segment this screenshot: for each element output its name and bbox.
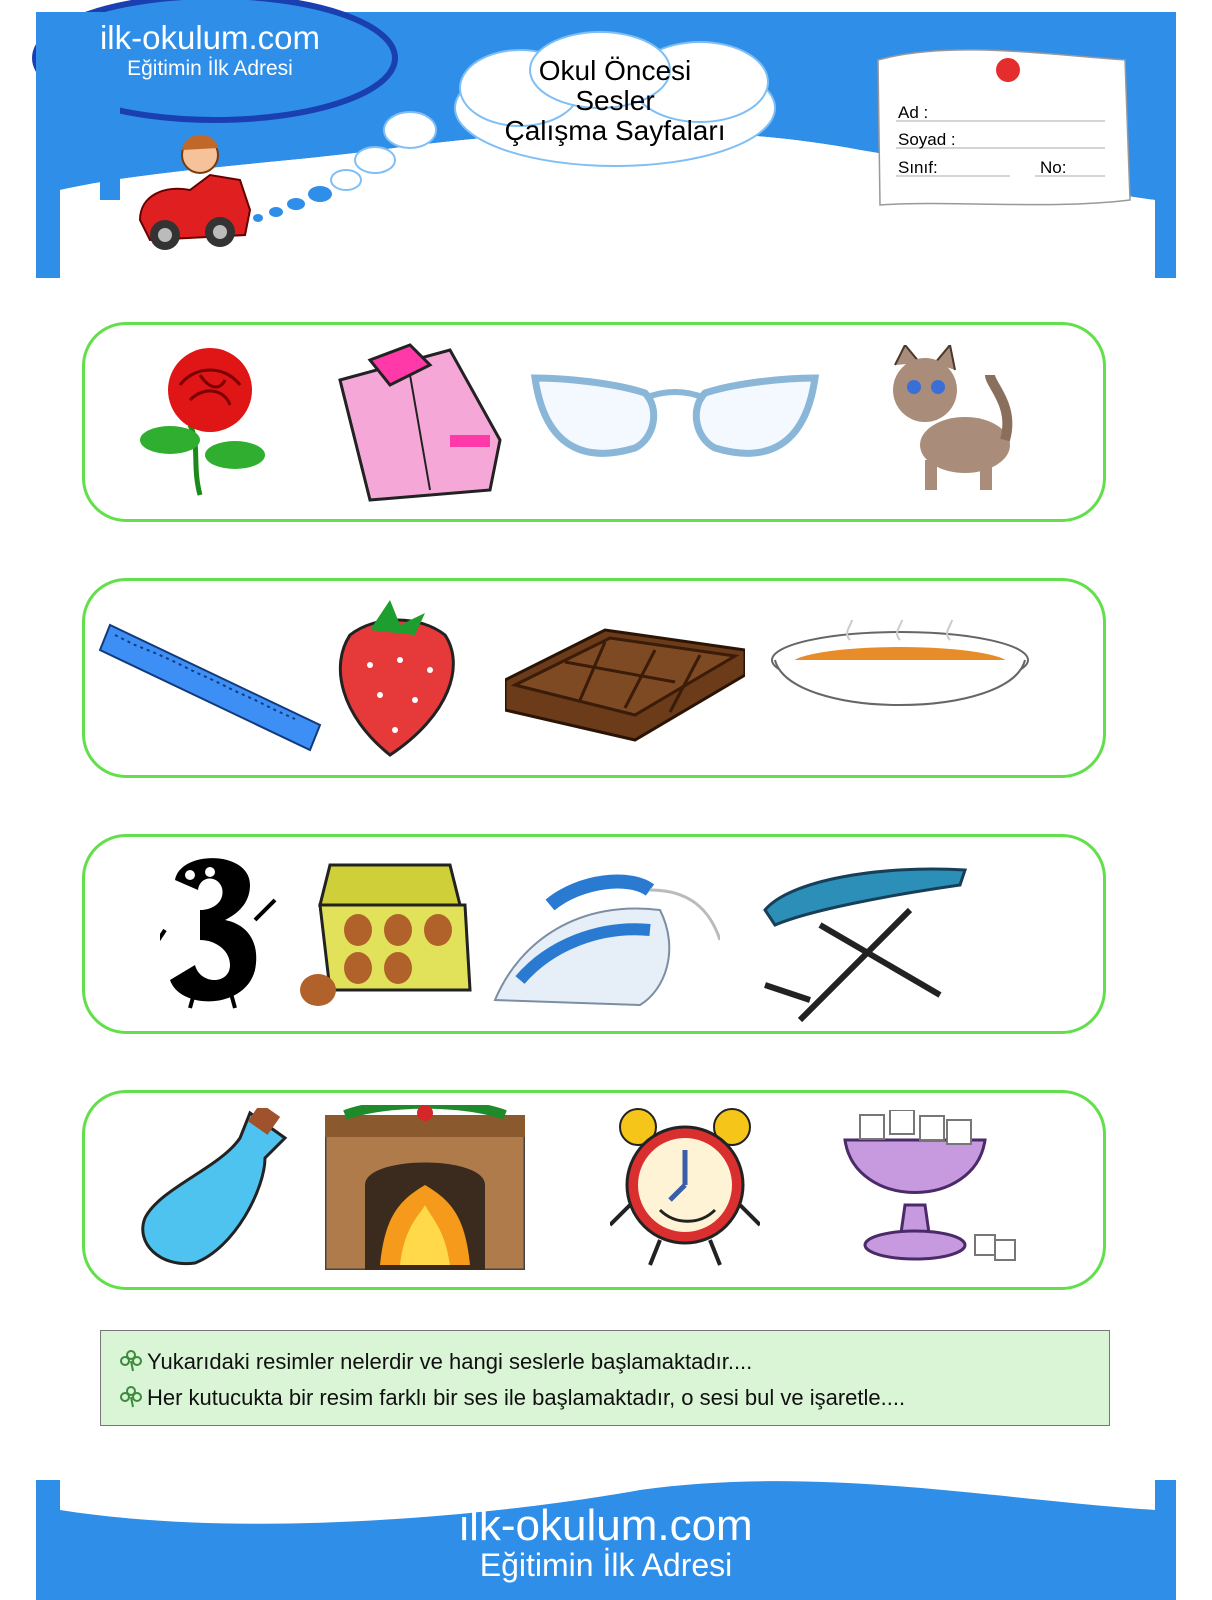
instruction-line-1: Yukarıdaki resimler nelerdir ve hangi seslerle başlamaktadır.... <box>119 1349 752 1375</box>
page-title: Okul Öncesi Sesler Çalışma Sayfaları <box>504 55 726 146</box>
rose-icon[interactable] <box>130 345 290 500</box>
name-field-label: Ad : <box>898 103 929 122</box>
number-three-icon[interactable] <box>160 850 290 1010</box>
strawberry-icon[interactable] <box>330 595 465 760</box>
instructions-panel <box>100 1330 1110 1426</box>
bottle-icon[interactable] <box>140 1108 290 1268</box>
clover-bullet-icon <box>119 1349 143 1373</box>
number-field-label: No: <box>1040 158 1067 177</box>
soup-icon[interactable] <box>770 620 1030 730</box>
pushpin-icon <box>996 58 1020 82</box>
instruction-line-2: Her kutucukta bir resim farklı bir ses ile başlamaktadır, o sesi bul ve işaretle.... <box>119 1385 905 1411</box>
iron-icon[interactable] <box>490 860 720 1015</box>
ruler-icon[interactable] <box>95 615 325 760</box>
footer-site-name[interactable]: ilk-okulum.com <box>459 1501 753 1550</box>
shirt-icon[interactable] <box>330 340 510 505</box>
site-name[interactable]: ilk-okulum.com <box>99 19 321 56</box>
ironing-board-icon[interactable] <box>760 855 970 1025</box>
class-field-label: Sınıf: <box>898 158 938 177</box>
cat-icon[interactable] <box>880 345 1020 495</box>
glasses-icon[interactable] <box>525 368 825 468</box>
chocolate-icon[interactable] <box>505 620 745 745</box>
site-slogan: Eğitimin İlk Adresi <box>127 57 293 80</box>
alarm-clock-icon[interactable] <box>610 1105 760 1270</box>
surname-field-label: Soyad : <box>898 130 956 149</box>
fireplace-icon[interactable] <box>325 1105 525 1270</box>
footer-slogan: Eğitimin İlk Adresi <box>479 1547 733 1583</box>
sugar-bowl-icon[interactable] <box>835 1110 1025 1270</box>
clover-bullet-icon <box>119 1385 143 1409</box>
egg-carton-icon[interactable] <box>300 860 480 1010</box>
